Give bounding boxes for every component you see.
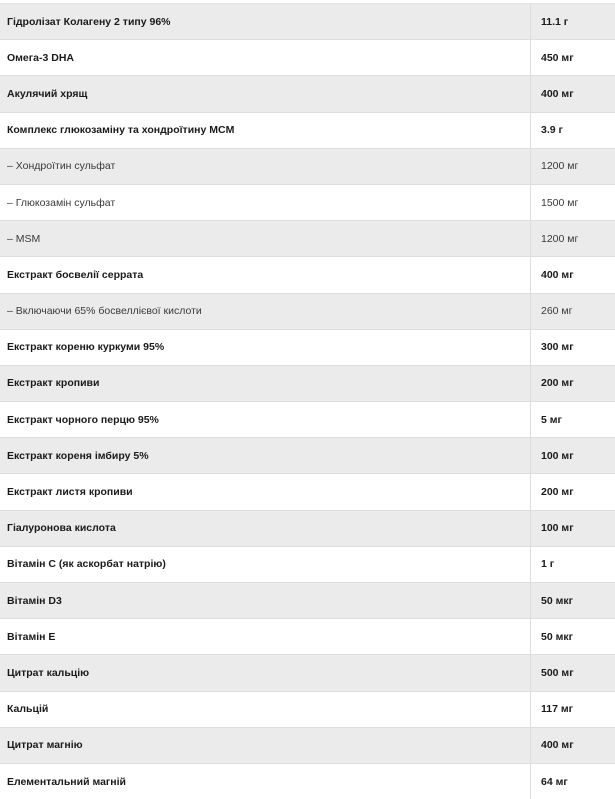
ingredient-row [0, 691, 615, 727]
ingredient-row [0, 727, 615, 763]
ingredient-amount: 100 мг [531, 438, 615, 474]
ingredient-amount: 64 мг [531, 763, 615, 799]
ingredient-name: Вітамін E [0, 619, 531, 655]
ingredient-name: Кальцій [0, 691, 531, 727]
ingredient-row [0, 4, 615, 40]
ingredient-row [0, 365, 615, 401]
ingredient-amount: 400 мг [531, 257, 615, 293]
ingredient-row [0, 329, 615, 365]
ingredient-row [0, 583, 615, 619]
ingredient-row [0, 438, 615, 474]
ingredient-subrow [0, 293, 615, 329]
ingredient-row [0, 474, 615, 510]
ingredients-table-body [0, 4, 615, 799]
ingredient-row [0, 112, 615, 148]
ingredient-amount: 300 мг [531, 329, 615, 365]
ingredient-amount: 1200 мг [531, 148, 615, 184]
ingredient-name: Гідролізат Колагену 2 типу 96% [0, 4, 531, 40]
ingredient-subrow [0, 221, 615, 257]
ingredient-row [0, 619, 615, 655]
ingredient-row [0, 655, 615, 691]
ingredient-amount: 400 мг [531, 76, 615, 112]
ingredient-name: Екстракт листя кропиви [0, 474, 531, 510]
ingredient-amount: 5 мг [531, 402, 615, 438]
ingredient-subrow [0, 184, 615, 220]
ingredient-amount: 50 мкг [531, 619, 615, 655]
ingredient-name: – Хондроїтин сульфат [0, 148, 531, 184]
ingredient-name: Екстракт кореню куркуми 95% [0, 329, 531, 365]
ingredients-table [0, 3, 615, 799]
ingredient-amount: 400 мг [531, 727, 615, 763]
ingredient-row [0, 763, 615, 799]
ingredient-amount: 100 мг [531, 510, 615, 546]
ingredient-name: – Глюкозамін сульфат [0, 184, 531, 220]
ingredient-name: Омега-3 DHA [0, 40, 531, 76]
ingredient-amount: 260 мг [531, 293, 615, 329]
ingredient-name: Екстракт чорного перцю 95% [0, 402, 531, 438]
ingredient-amount: 200 мг [531, 365, 615, 401]
ingredient-row [0, 402, 615, 438]
ingredient-row [0, 40, 615, 76]
ingredient-amount: 200 мг [531, 474, 615, 510]
ingredient-amount: 450 мг [531, 40, 615, 76]
ingredient-name: Комплекс глюкозаміну та хондроїтину MCM [0, 112, 531, 148]
ingredient-amount: 3.9 г [531, 112, 615, 148]
ingredient-name: Екстракт кореня імбиру 5% [0, 438, 531, 474]
ingredient-amount: 117 мг [531, 691, 615, 727]
ingredient-row [0, 257, 615, 293]
ingredient-amount: 500 мг [531, 655, 615, 691]
ingredient-row [0, 76, 615, 112]
ingredient-name: Вітамін С (як аскорбат натрію) [0, 546, 531, 582]
ingredient-name: Вітамін D3 [0, 583, 531, 619]
ingredient-name: Цитрат кальцію [0, 655, 531, 691]
ingredient-amount: 11.1 г [531, 4, 615, 40]
ingredient-subrow [0, 148, 615, 184]
ingredient-name: Елементальний магній [0, 763, 531, 799]
ingredient-amount: 1 г [531, 546, 615, 582]
ingredient-amount: 1200 мг [531, 221, 615, 257]
ingredient-name: Екстракт босвелії серрата [0, 257, 531, 293]
ingredient-name: Гіалуронова кислота [0, 510, 531, 546]
ingredient-name: – Включаючи 65% босвеллієвої кислоти [0, 293, 531, 329]
ingredient-amount: 1500 мг [531, 184, 615, 220]
ingredient-name: Акулячий хрящ [0, 76, 531, 112]
ingredient-name: – MSM [0, 221, 531, 257]
ingredient-name: Екстракт кропиви [0, 365, 531, 401]
ingredient-row [0, 510, 615, 546]
ingredient-name: Цитрат магнію [0, 727, 531, 763]
ingredient-row [0, 546, 615, 582]
ingredient-amount: 50 мкг [531, 583, 615, 619]
